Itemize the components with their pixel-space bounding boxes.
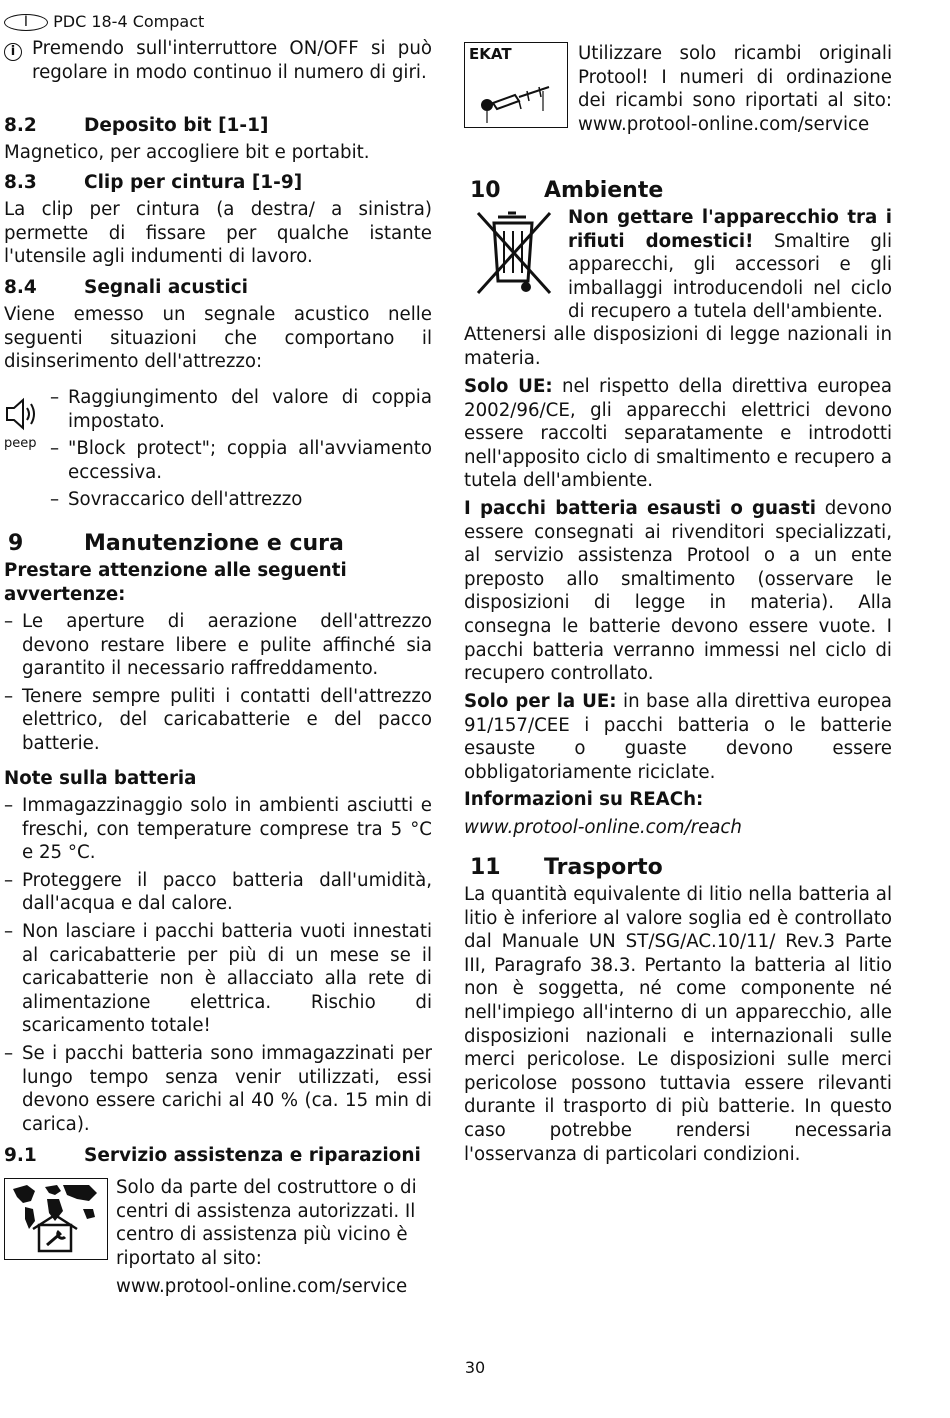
battery-notes-title: Note sulla batteria	[4, 768, 197, 789]
info-icon: i	[4, 37, 32, 84]
service-map-icon	[4, 1178, 108, 1260]
ekat-text: Utilizzare solo ricambi originali Protool! I numeri di ordinazione dei ricambi sono riportati al sito: www.protool-online.com/service	[578, 43, 892, 135]
reach-title: Informazioni su REACh:	[464, 789, 704, 810]
disposal-lead	[568, 206, 892, 324]
page-header	[4, 12, 432, 32]
page-number: 30	[464, 1358, 486, 1377]
section-number: 9	[8, 531, 24, 556]
list-item: – Raggiungimento del valore di coppia impostato.	[50, 386, 432, 433]
speaker-icon	[4, 396, 54, 432]
env-paragraph-2-text: nel rispetto della direttiva europea 2002/96/CE, gli apparecchi elettrici devono essere raccolti separatamente e introdotti nell'apposito ciclo di smaltimento e recupero a tutela dell'ambiente.	[464, 376, 892, 492]
section-number: 9.1	[4, 1145, 37, 1166]
service-url[interactable]: www.protool-online.com/service	[116, 1276, 408, 1297]
section-title: Ambiente	[544, 178, 664, 203]
eu-directive-label: Solo per la UE:	[464, 691, 617, 712]
env-paragraph-4	[464, 690, 892, 784]
battery-notes-list	[4, 794, 432, 1136]
section-title: Deposito bit [1-1]	[84, 115, 269, 136]
disposal-rest: Smaltire gli apparecchi, gli accessori e gli imballaggi introducendoli nel ciclo di recupero a tutela dell'ambiente.	[568, 230, 892, 323]
list-item: – Immagazzinaggio solo in ambienti asciutti e freschi, con temperature comprese tra 5 °C e 25 °C.	[4, 794, 432, 865]
section-text-8-2: Magnetico, per accogliere bit e portabit.	[4, 142, 370, 163]
intro-block	[4, 37, 432, 84]
eu-only-label: Solo UE:	[464, 376, 553, 397]
section-number: 8.3	[4, 172, 37, 193]
section-text-8-3: La clip per cintura (a destra/ a sinistra) permette di fissare per qualche istante l'utensile agli indumenti di lavoro.	[4, 199, 432, 268]
section-title: Manutenzione e cura	[84, 531, 344, 556]
section-heading-9	[8, 530, 344, 558]
list-item: – Non lasciare i pacchi batteria vuoti innestati al caricabatterie per più di un mese se il caricabatterie non è allacciato alla rete di alimentazione elettrica. Rischio di scaricamento totale!	[4, 920, 432, 1038]
section-title: Clip per cintura [1-9]	[84, 172, 303, 193]
section-number: 8.4	[4, 277, 37, 298]
language-badge: I	[4, 14, 48, 31]
maintenance-list	[4, 610, 432, 756]
ekat-label: EKAT	[469, 45, 512, 63]
peep-label: peep	[4, 436, 37, 451]
disposal-bold: Non gettare l'apparecchio tra i rifiuti domestici!	[568, 207, 892, 252]
ekat-icon	[464, 42, 568, 128]
intro-text: Premendo sull'interruttore ON/OFF si può regolare in modo continuo il numero di giri.	[32, 38, 432, 83]
battery-packs-label: I pacchi batteria esausti o guasti	[464, 498, 817, 519]
list-item: – Se i pacchi batteria sono immagazzinati per lungo tempo senza venir utilizzati, essi devono essere carichi al 40 % (ca. 15 min di carica).	[4, 1042, 432, 1136]
maintenance-warning: Prestare attenzione alle seguenti avvertenze:	[4, 560, 347, 605]
section-number: 10	[470, 178, 501, 203]
service-text: Solo da parte del costruttore o di centri di assistenza autorizzati. Il centro di assistenza più vicino è riportato al sito:	[116, 1177, 417, 1269]
list-item: – Sovraccarico dell'attrezzo	[50, 488, 432, 512]
reach-url[interactable]: www.protool-online.com/reach	[464, 817, 742, 838]
list-item: – Tenere sempre puliti i contatti dell'attrezzo elettrico, del caricabatterie e del pacco batterie.	[4, 685, 432, 756]
acoustic-signal-list	[50, 386, 432, 512]
product-title: PDC 18-4 Compact	[53, 12, 205, 31]
list-item: – "Block protect"; coppia all'avviamento eccessiva.	[50, 437, 432, 484]
list-item: – Le aperture di aerazione dell'attrezzo devono restare libere e pulite affinché sia garantito il necessario raffreddamento.	[4, 610, 432, 681]
section-heading-8-3	[4, 171, 302, 195]
crossed-bin-icon	[470, 207, 560, 299]
section-number: 11	[470, 855, 501, 880]
section-heading-9-1	[4, 1144, 421, 1168]
section-title: Segnali acustici	[84, 277, 249, 298]
env-paragraph-1: Attenersi alle disposizioni di legge nazionali in materia.	[464, 324, 892, 369]
section-heading-8-4	[4, 276, 248, 300]
env-paragraph-2	[464, 375, 892, 493]
section-number: 8.2	[4, 115, 37, 136]
section-heading-8-2	[4, 114, 268, 138]
transport-text: La quantità equivalente di litio nella batteria al litio è inferiore al valore soglia ed è controllato dal Manuale UN ST/SG/AC.10/11/ Rev.3 Parte III, Paragrafo 38.3. Pertanto la batteria al litio non è soggetta, né come componente né nell'impiego all'interno di un apparecchio, alle disposizioni nazionali e internazionali sulle merci pericolose. Le disposizioni sulle merci pericolose possono tuttavia essere rilevanti durante il trasporto di più batterie. In questo caso potrebbe rendersi necessaria l'osservanza di particolari condizioni.	[464, 884, 892, 1165]
env-paragraph-3-text: devono essere consegnati ai rivenditori specializzati, al servizio assistenza Protool o a un ente preposto allo smaltimento (osservare le disposizioni di legge in materia). Alla consegna le batterie devono essere vuote. I pacchi batteria verranno immessi nel ciclo di recupero controllato.	[464, 498, 892, 685]
section-text-8-4: Viene emesso un segnale acustico nelle seguenti situazioni che comportano il disinserimento dell'attrezzo:	[4, 304, 432, 373]
env-paragraph-3	[464, 497, 892, 686]
section-heading-11	[470, 854, 663, 882]
section-title: Servizio assistenza e riparazioni	[84, 1145, 421, 1166]
env-paragraph-4-text: in base alla direttiva europea 91/157/CEE i pacchi batteria o le batterie esauste o guaste devono essere obbligatoriamente riciclate.	[464, 691, 892, 783]
section-heading-10	[470, 177, 663, 205]
list-item: – Proteggere il pacco batteria dall'umidità, dall'acqua e dal calore.	[4, 869, 432, 916]
section-title: Trasporto	[544, 855, 663, 880]
